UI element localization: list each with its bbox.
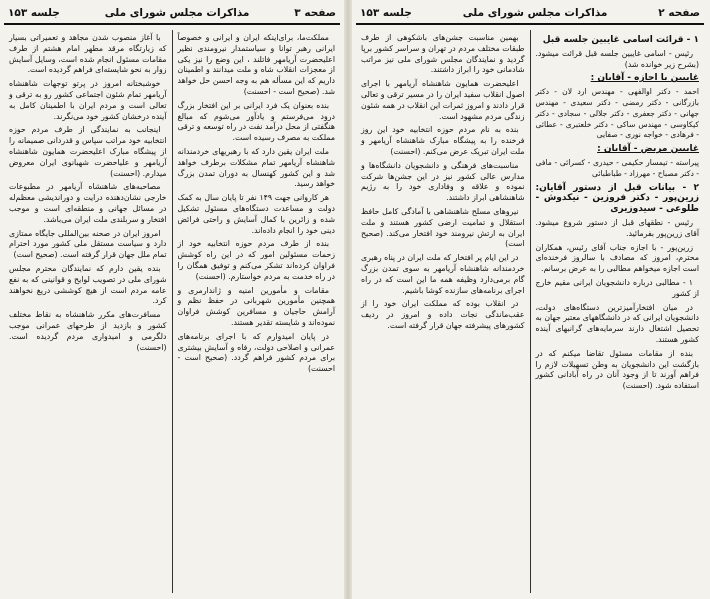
right-page-column-2 [356,30,530,593]
paragraph: ۱ - مطالبی درباره دانشجویان ایرانی مقیم خارج از کشور [535,277,699,298]
absentees-excused-list: احمد - دکتر اوالفهی - مهندس ارد لان - دکتر بازرگانی - دکتر رمضی - دکتر سعیدی - مهندس جهانی - دکتر جعفری - دکتر جلالی - سجادی - دکتر کیکاوسی - مهندس ساکی - دکتر خلعتبری - عطائی - فرهادی - خواجه نوری - صفایی [535,87,699,140]
paragraph: بنده از طرف مردم حوزه انتخابیه خود از زحمات مسئولین امور که در این راه کوشش فراوان کرده‌اند تشکر می‌کنم و توفیق همگان را در راه خدمت به مردم خواستارم. (احسنت) [177,239,335,281]
paragraph: در این ایام پر افتخار که ملت ایران در پناه رهبری خردمندانه شاهنشاه آریامهر به سوی تمدن بزرگ گام برمی‌دارد وظیفه همه ما این است که در راه اجرای برنامه‌های سازنده کوشا باشیم. [361,253,525,295]
left-session-number: جلسه ۱۵۳ [8,7,60,19]
paragraph: هر کاروانی جهت ۱۴۹ نفر تا پایان سال به کمک دولت و مساعدت دستگاه‌های مسئول تشکیل شده و زائرین با کمال آسایش و راحتی فرائض دینی خود را انجام داده‌اند. [177,193,335,235]
paragraph: نیروهای مسلح شاهنشاهی با آمادگی کامل حافظ استقلال و تمامیت ارضی کشور هستند و ملت ایران به ارتش نیرومند خود افتخار می‌کند. (صحیح است) [361,206,525,249]
paragraph: مصاحبه‌های شاهنشاه آریامهر در مطبوعات خارجی نشان‌دهنده درایت و دوراندیشی معظم‌له در مسائل جهانی و منطقه‌ای است و موجب افتخار و سربلندی ملت ایران می‌باشد. [9,182,167,224]
left-page-column-2 [4,30,172,593]
paragraph: در پایان امیدوارم که با اجرای برنامه‌های عمرانی و اصلاحی دولت، رفاه و آسایش بیشتری برای مردم کشور فراهم گردد. (صحیح است - احسنت) [177,331,335,374]
paragraph: اعلیحضرت همایون شاهنشاه آریامهر با اجرای اصول انقلاب سفید ایران را در مسیر ترقی و تعالی قرار دادند و امروز ثمرات این انقلاب در همه شئون زندگی مردم مشهود است. [361,79,525,121]
paragraph: بنده یقین دارم که نمایندگان محترم مجلس شورای ملی در تصویب لوایح و قوانینی که به نفع عامه مردم است از هیچ کوششی دریغ نخواهند کرد. [9,263,167,306]
column-rule [172,30,173,593]
paragraph: ملت ایران یقین دارد که با رهبریهای خردمندانه شاهنشاه آریامهر تمام مشکلات برطرف خواهد شد و این کشور کهنسال به دوران تمدن بزرگ خواهد رسید. [177,146,335,189]
right-session-number: جلسه ۱۵۳ [360,7,412,19]
paragraph: بهمین مناسبت جشن‌های باشکوهی از طرف طبقات مختلف مردم در تهران و سراسر کشور برپا گردید و نمایندگان مجلس شورای ملی نیز مراتب شادمانی خود را ابراز داشتند. [361,33,525,75]
right-journal-title: مذاکرات مجلس شورای ملی [462,7,608,19]
absentees-sick-list: پیراسته - تیمسار حکیمی - حیدری - کسرائی - مافی - دکتر مصباح - مهرزاد - طباطبائی [535,157,699,178]
right-page [356,4,704,595]
right-page-column-1 [531,30,705,593]
right-page-header [356,4,704,25]
right-page-number: صفحه ۲ [658,7,700,19]
paragraph: بنده بعنوان یک فرد ایرانی بر این افتخار بزرگ درود می‌فرستم و یادآور می‌شوم که مبالغ هنگفتی از محل درآمد نفت در راه توسعه و ترقی مملکت به مصرف رسیده است. [177,100,335,143]
left-page-header [4,4,340,25]
left-journal-title: مذاکرات مجلس شورای ملی [104,7,250,19]
page-gutter [344,0,352,599]
section-heading: ۱ - قرائت اسامی غایبین جلسه قبل [542,35,699,45]
paragraph: با آغاز منصوب شدن مجاهد و تعمیراتی بسیار که زیارتگاه مرقد مطهر امام هشتم از طرف مقامات مسئول انجام شده است، وسایل آسایش زوار به نحو شایسته‌ای فراهم گردیده است. [9,33,167,75]
absentees-excused-heading: غایبین با اجازه - آقایان : [590,73,699,84]
paragraph: مناسبت‌های فرهنگی و دانشجویان دانشگاه‌ها و مدارس عالی کشور نیز در این جشن‌ها شرکت نموده و علاقه و وفاداری خود را به رژیم شاهنشاهی ابراز داشتند. [361,160,525,203]
paragraph: در میان افتخارآمیزترین دستگاه‌های دولت، دانشجویان ایرانی که در دانشگاههای معتبر جهان به تحصیل اشتغال دارند سرمایه‌های گرانبهای آینده کشور هستند. [535,302,699,344]
paragraph: خوشبختانه امروز در پرتو توجهات شاهنشاه آریامهر تمام شئون اجتماعی کشور رو به ترقی و تعالی است و مردم ایران با اطمینان کامل به آینده درخشان کشور خود می‌نگرند. [9,79,167,121]
left-page [4,4,340,595]
section-heading: ۲ - بیانات قبل از دستور آقایان: زرین‌پور - دکتر فروزین - نیکدوش - طلوعی - سیدوزیری [535,182,699,215]
paragraph: امروز ایران در صحنه بین‌المللی جایگاه ممتازی دارد و سیاست مستقل ملی کشور مورد احترام تمام ملل جهان قرار گرفته است. (صحیح است) [9,228,167,260]
left-page-column-1 [173,30,341,593]
paragraph: رئیس - اسامی غایبین جلسه قبل قرائت میشود. (بشرح زیر خوانده شد) [535,48,699,69]
paragraph: مملکت‌ما، برای‌اینکه ایران و ایرانی و خصوصاً ایرانی رهبر توانا و سیاستمدار نیرومندی نظیر اعلیحضرت آریامهر فاتلند ، این وضع را نیز یکی از معجزات انقلاب شاه و ملت میدانند و اطمینان داریم که این مسأله هم به وجه احسن حل خواهد شد. (صحیح است - احسنت) [177,33,335,96]
paragraph: بنده به نام مردم حوزه انتخابیه خود این روز فرخنده را به پیشگاه مبارک شاهنشاه آریامهر و ملت ایران تبریک عرض می‌کنم. (احسنت) [361,125,525,156]
paragraph: مسافرت‌های مکرر شاهنشاه به نقاط مختلف کشور و بازدید از طرحهای عمرانی موجب دلگرمی و امیدواری مردم گردیده است. (احسنت) [9,310,167,352]
paragraph: اینجانب به نمایندگی از طرف مردم حوزه انتخابیه خود مراتب سپاس و قدردانی صمیمانه را از پیشگاه مبارک اعلیحضرت همایون شاهنشاه آریامهر و علیاحضرت شهبانوی ایران معروض میدارم. (احسنت) [9,125,167,178]
paragraph: بنده از مقامات مسئول تقاضا میکنم که در بازگشت این دانشجویان به وطن تسهیلات لازم را فراهم آورند تا از وجود آنان در راه آبادانی کشور استفاده شود. (احسنت) [535,348,699,391]
paragraph: در انقلاب بوده که مملکت ایران خود را از عقب‌ماندگی نجات داده و امروز در ردیف کشورهای پیشرفته جهان قرار گرفته است. [361,299,525,330]
absentees-sick-heading: غایبین مریض - آقایان : [597,144,699,155]
paragraph: مقامات و مأمورین امنیه و ژاندارمری و همچنین مأمورین شهربانی در حفظ نظم و آرامش حاجیان و مسافرین کوشش فراوان نموده‌اند و شایسته تقدیر هستند. [177,285,335,327]
paragraph: زرین‌پور - با اجازه جناب آقای رئیس، همکاران محترم، امروز که مصادف با سالروز فرخنده‌ای است اجازه میخواهم مطالبی را به عرض برسانم. [535,242,699,274]
left-page-number: صفحه ۳ [294,7,336,19]
paragraph: رئیس - نطقهای قبل از دستور شروع میشود. آقای زرین‌پور بفرمائید. [535,217,699,238]
column-rule [530,30,531,593]
